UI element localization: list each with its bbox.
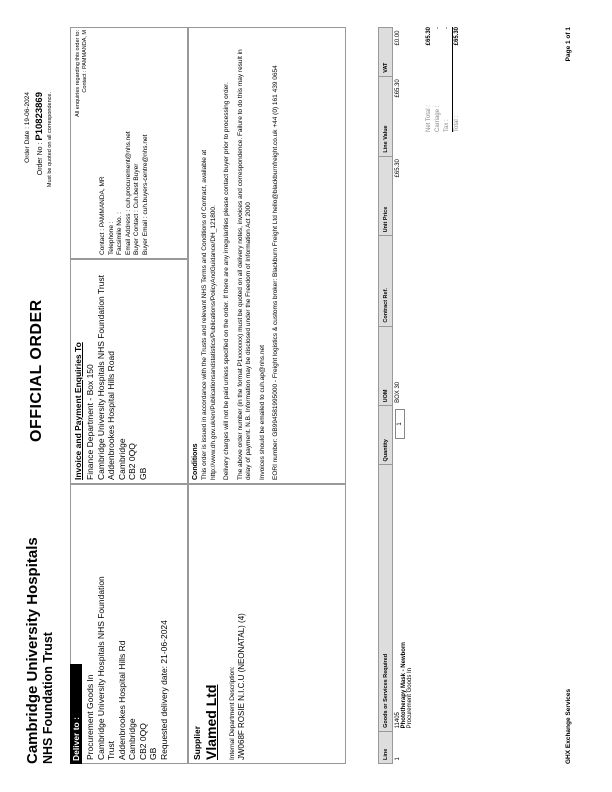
row-quantity: 1: [393, 406, 416, 465]
col-contract-ref: Contract Ref.: [379, 236, 393, 326]
invoice-to-box: [70, 259, 188, 484]
order-date: Order Date : 19-06-2024: [24, 92, 31, 163]
items-table: [378, 27, 415, 764]
col-unit-price: Unit Price: [379, 156, 393, 236]
org-subtitle: NHS Foundation Trust: [41, 632, 55, 764]
supplier-name: Vlamed Ltd: [203, 684, 219, 760]
col-vat: VAT: [379, 28, 393, 77]
deliver-to-box: [70, 484, 188, 764]
supplier-heading: Supplier: [192, 725, 202, 760]
col-goods: Goods or Services Required: [379, 465, 393, 731]
conditions-text: This order is issued in accordance with the Trusts and relevant NHS Terms and Conditions of Contract, available at http://www.dh.gov.uk/en/Publicationsandstatistics/Publications/PolicyAndGuidance/DH_121800. Delivery charges will not be paid unless specified on the order. If there are any irregularities please contact buyer prior to processing order. The above order number (in the format P1xxxxxxx) must be quoted on all delivery notes, invoices and correspondence. Failure to do this may result in delay of payment. N.B. Information may be disclosed under the Freedom of Information Act 2000 Invoices should be emailed to cuh.ap@nhs.net EORI number: GB994581995000 - Freight logistics & customs broker: Blackburn Freight Ltd hello@blackburnfreight.co.uk +44 (0) 161 439 0654: [201, 49, 279, 480]
footer-left: GHX Exchange Services: [565, 688, 572, 764]
tax: Tax : -: [444, 27, 450, 132]
contact-details: Contact : PAMMANDA, MR Telephone : Facsimile No. : Email Address : cuh.procurement@nhs.net Buyer Contact : Cuh.best Buyer Buyer Email : cuh.buyers-centre@nhs.net: [99, 131, 149, 255]
org-name: Cambridge University Hospitals: [24, 537, 41, 764]
row-goods: 11405 Phototherapy Mask - Newborn Procurement Goods In: [395, 642, 413, 729]
col-line-value: Line Value: [379, 76, 393, 156]
row-line-value: £65.30: [395, 79, 401, 98]
col-quantity: Quantity: [379, 406, 393, 465]
col-line: Line: [379, 731, 393, 763]
contact-box: [70, 27, 188, 259]
invoice-to-heading: Invoice and Payment Enquiries To: [73, 342, 83, 480]
supplier-box: [188, 484, 346, 764]
row-unit-price: £65.30: [395, 159, 401, 178]
page-number: Page 1 of 1: [565, 27, 572, 62]
carriage: Carriage : -: [435, 27, 441, 132]
quote-note: Must be quoted on all correspondence.: [47, 92, 53, 188]
conditions-box: [188, 27, 346, 484]
deliver-to-address: Procurement Goods In Cambridge University Hospitals NHS Foundation Trust Addenbrookes Hospital Hills Rd Cambridge CB2 0QQ GB Requested delivery date: 21-06-2024: [85, 576, 169, 760]
row-vat: £0.00: [395, 30, 401, 46]
row-contract-ref: [393, 236, 416, 326]
row-uom: BOX 30: [395, 381, 401, 403]
invoice-to-address: Finance Department - Box 150 Cambridge University Hospitals NHS Foundation Trust Addenbrookes Hospital Hills Road Cambridge CB2 0QQ GB: [85, 274, 148, 480]
page-title: OFFICIAL ORDER: [28, 299, 45, 442]
col-uom: UOM: [379, 326, 393, 406]
internal-department: Internal Department Description: JW068F ROSIE N.I.C.U (NEONATAL) (4): [229, 613, 246, 760]
order-number: Order No : P10823869: [34, 92, 45, 176]
conditions-heading: Conditions: [192, 443, 199, 480]
row-line: 1: [395, 757, 401, 761]
items-table-header: [379, 28, 393, 764]
totals-block: [425, 27, 462, 132]
grand-total: Total : £65.30: [454, 27, 460, 132]
deliver-to-heading: Deliver to :: [70, 664, 82, 764]
enquiries-note: All enquiries regarding this order to: Contact : PAMMANDA, M: [75, 30, 88, 117]
table-row: [393, 28, 416, 764]
net-total: Net Total : £65.30: [426, 27, 432, 132]
